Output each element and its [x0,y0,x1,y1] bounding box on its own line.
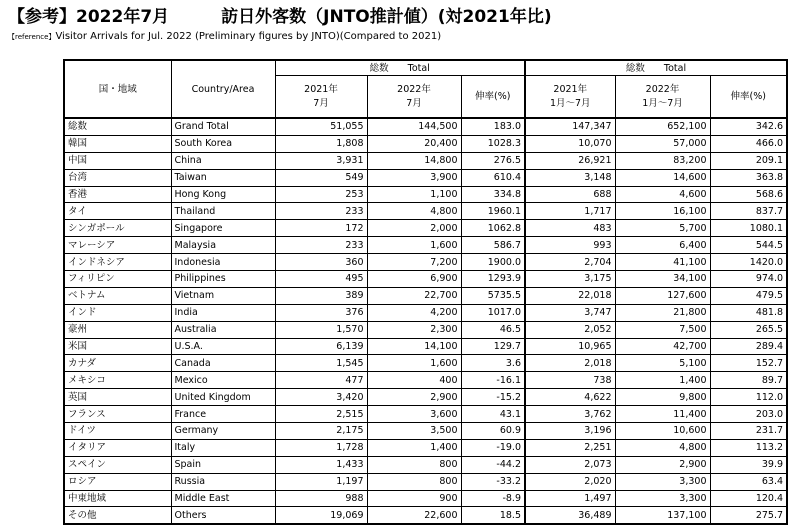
cell-2021-month: 3,420 [275,389,367,406]
table-row [64,271,787,288]
cell-growth-ytd: 152.7 [710,355,787,372]
cell-2021-ytd: 22,018 [525,287,615,304]
cell-2021-ytd: 10,965 [525,338,615,355]
cell-area-ja: フィリピン [64,271,171,288]
table-row [64,439,787,456]
cell-2022-ytd: 6,400 [615,237,710,254]
cell-2021-month: 1,197 [275,473,367,490]
cell-2021-month: 3,931 [275,152,367,169]
header-2021-ytd [525,76,615,119]
cell-area-en: Grand Total [171,118,275,135]
cell-2021-month: 233 [275,237,367,254]
cell-2022-ytd: 5,700 [615,220,710,237]
cell-2022-ytd: 14,600 [615,169,710,186]
table-row [64,423,787,440]
cell-2022-month: 800 [367,473,461,490]
cell-2021-month: 1,433 [275,456,367,473]
cell-2022-ytd: 127,600 [615,287,710,304]
cell-2021-ytd: 2,251 [525,439,615,456]
page-subtitle [8,30,441,44]
cell-growth-month: 18.5 [461,507,525,524]
cell-2022-ytd: 21,800 [615,304,710,321]
cell-area-ja: 中東地域 [64,490,171,507]
cell-growth-ytd: 544.5 [710,237,787,254]
cell-2022-ytd: 4,800 [615,439,710,456]
cell-2022-month: 2,300 [367,321,461,338]
cell-2022-month: 4,200 [367,304,461,321]
subtitle-text: Visitor Arrivals for Jul. 2022 (Preliminary figures by JNTO)(Compared to 2021) [55,31,442,42]
cell-2021-ytd: 3,196 [525,423,615,440]
cell-growth-month: -19.0 [461,439,525,456]
cell-2021-month: 1,728 [275,439,367,456]
cell-2022-month: 4,800 [367,203,461,220]
cell-2022-month: 144,500 [367,118,461,135]
cell-area-ja: ベトナム [64,287,171,304]
table-row [64,203,787,220]
cell-growth-month: -15.2 [461,389,525,406]
cell-area-ja: メキシコ [64,372,171,389]
cell-area-en: Singapore [171,220,275,237]
cell-growth-ytd: 363.8 [710,169,787,186]
cell-2021-ytd: 4,622 [525,389,615,406]
cell-area-en: Australia [171,321,275,338]
table-row [64,152,787,169]
header-2022-ytd [615,76,710,119]
cell-2022-ytd: 16,100 [615,203,710,220]
cell-area-en: Thailand [171,203,275,220]
header-2022-month-period: 7月 [406,97,422,109]
cell-area-en: Spain [171,456,275,473]
table-row [64,287,787,304]
cell-growth-month: 1960.1 [461,203,525,220]
cell-2021-ytd: 2,020 [525,473,615,490]
cell-2021-ytd: 2,052 [525,321,615,338]
cell-area-ja: 香港 [64,186,171,203]
header-2021-month-period: 7月 [313,97,329,109]
table-row [64,118,787,135]
cell-area-ja: フランス [64,406,171,423]
cell-growth-ytd: 568.6 [710,186,787,203]
title-prefix: 【参考】2022年7月 [8,7,170,27]
cell-area-ja: スペイン [64,456,171,473]
cell-2022-month: 900 [367,490,461,507]
cell-growth-ytd: 466.0 [710,135,787,152]
cell-area-en: Philippines [171,271,275,288]
cell-2021-ytd: 2,704 [525,254,615,271]
header-2021-month [275,76,367,119]
header-2021-month-year: 2021年 [304,83,338,95]
cell-growth-month: 1062.8 [461,220,525,237]
cell-2021-ytd: 2,073 [525,456,615,473]
cell-2022-month: 14,800 [367,152,461,169]
cell-area-en: U.S.A. [171,338,275,355]
cell-2022-ytd: 9,800 [615,389,710,406]
cell-growth-ytd: 342.6 [710,118,787,135]
cell-2022-month: 1,600 [367,237,461,254]
cell-2021-ytd: 147,347 [525,118,615,135]
cell-growth-month: 43.1 [461,406,525,423]
title-main: 訪日外客数（JNTO推計値）(対2021年比) [221,7,552,27]
cell-2022-month: 3,500 [367,423,461,440]
cell-growth-month: 46.5 [461,321,525,338]
cell-2021-month: 477 [275,372,367,389]
cell-2021-month: 172 [275,220,367,237]
header-growth-month: 伸率(%) [461,76,525,119]
cell-growth-month: 1900.0 [461,254,525,271]
cell-2021-month: 1,570 [275,321,367,338]
cell-2021-month: 253 [275,186,367,203]
cell-growth-ytd: 289.4 [710,338,787,355]
cell-2021-month: 1,808 [275,135,367,152]
cell-growth-ytd: 265.5 [710,321,787,338]
cell-2021-month: 1,545 [275,355,367,372]
cell-2022-ytd: 5,100 [615,355,710,372]
cell-growth-ytd: 974.0 [710,271,787,288]
cell-growth-month: -33.2 [461,473,525,490]
table-row [64,304,787,321]
cell-2022-month: 20,400 [367,135,461,152]
cell-2021-month: 495 [275,271,367,288]
cell-growth-ytd: 275.7 [710,507,787,524]
cell-growth-ytd: 1420.0 [710,254,787,271]
cell-growth-month: 1028.3 [461,135,525,152]
cell-2021-month: 389 [275,287,367,304]
cell-2022-month: 1,100 [367,186,461,203]
cell-area-en: Hong Kong [171,186,275,203]
cell-2022-month: 400 [367,372,461,389]
cell-area-ja: インドネシア [64,254,171,271]
cell-area-ja: 韓国 [64,135,171,152]
cell-2021-ytd: 3,762 [525,406,615,423]
cell-area-ja: マレーシア [64,237,171,254]
cell-2021-month: 360 [275,254,367,271]
cell-2022-ytd: 7,500 [615,321,710,338]
cell-2021-ytd: 3,175 [525,271,615,288]
cell-2022-month: 1,400 [367,439,461,456]
cell-growth-ytd: 209.1 [710,152,787,169]
cell-2022-ytd: 652,100 [615,118,710,135]
cell-area-ja: タイ [64,203,171,220]
cell-growth-month: -16.1 [461,372,525,389]
cell-area-ja: 英国 [64,389,171,406]
header-total-ytd: 総数 Total [525,60,787,76]
cell-2021-month: 988 [275,490,367,507]
cell-area-ja: 台湾 [64,169,171,186]
cell-area-en: Others [171,507,275,524]
header-growth-ytd: 伸率(%) [710,76,787,119]
cell-2022-month: 1,600 [367,355,461,372]
table-row [64,456,787,473]
cell-2022-ytd: 4,600 [615,186,710,203]
cell-area-ja: 米国 [64,338,171,355]
cell-growth-month: 1017.0 [461,304,525,321]
cell-area-ja: その他 [64,507,171,524]
cell-2021-month: 376 [275,304,367,321]
cell-2022-ytd: 1,400 [615,372,710,389]
cell-growth-month: 183.0 [461,118,525,135]
cell-growth-ytd: 63.4 [710,473,787,490]
cell-growth-month: 334.8 [461,186,525,203]
cell-2021-ytd: 3,747 [525,304,615,321]
header-area-en: Country/Area [171,60,275,118]
cell-growth-month: 276.5 [461,152,525,169]
cell-2021-ytd: 1,497 [525,490,615,507]
cell-area-en: United Kingdom [171,389,275,406]
page-title [8,6,552,28]
cell-2022-ytd: 83,200 [615,152,710,169]
table-row [64,237,787,254]
cell-2021-month: 19,069 [275,507,367,524]
visitor-arrivals-table [63,59,788,525]
table-row [64,220,787,237]
cell-2022-month: 22,700 [367,287,461,304]
cell-area-en: Russia [171,473,275,490]
cell-2022-month: 6,900 [367,271,461,288]
cell-2021-month: 51,055 [275,118,367,135]
cell-growth-ytd: 479.5 [710,287,787,304]
cell-2021-ytd: 2,018 [525,355,615,372]
table-row [64,355,787,372]
cell-area-en: Germany [171,423,275,440]
cell-2022-month: 3,900 [367,169,461,186]
cell-2021-ytd: 26,921 [525,152,615,169]
table-row [64,473,787,490]
cell-2022-month: 22,600 [367,507,461,524]
cell-area-en: Vietnam [171,287,275,304]
table-row [64,406,787,423]
cell-growth-ytd: 113.2 [710,439,787,456]
cell-growth-ytd: 112.0 [710,389,787,406]
cell-area-en: Canada [171,355,275,372]
cell-area-ja: カナダ [64,355,171,372]
cell-area-en: China [171,152,275,169]
cell-area-ja: シンガポール [64,220,171,237]
cell-growth-ytd: 120.4 [710,490,787,507]
cell-2021-ytd: 993 [525,237,615,254]
table-row [64,186,787,203]
cell-growth-month: 586.7 [461,237,525,254]
header-2022-ytd-year: 2022年 [645,83,680,95]
cell-2021-ytd: 3,148 [525,169,615,186]
cell-2022-ytd: 3,300 [615,490,710,507]
cell-area-en: Indonesia [171,254,275,271]
cell-2021-month: 233 [275,203,367,220]
cell-2021-ytd: 36,489 [525,507,615,524]
cell-growth-month: -8.9 [461,490,525,507]
cell-area-en: India [171,304,275,321]
cell-growth-ytd: 837.7 [710,203,787,220]
table-row [64,321,787,338]
cell-growth-ytd: 89.7 [710,372,787,389]
cell-area-en: Italy [171,439,275,456]
cell-2022-ytd: 3,300 [615,473,710,490]
cell-area-en: Middle East [171,490,275,507]
cell-2022-ytd: 57,000 [615,135,710,152]
cell-growth-month: 129.7 [461,338,525,355]
header-area-ja: 国・地域 [64,60,171,118]
table-row [64,135,787,152]
table-row [64,389,787,406]
cell-area-en: Mexico [171,372,275,389]
cell-2021-ytd: 483 [525,220,615,237]
cell-growth-ytd: 1080.1 [710,220,787,237]
cell-2021-ytd: 738 [525,372,615,389]
cell-2022-ytd: 10,600 [615,423,710,440]
cell-2022-ytd: 11,400 [615,406,710,423]
cell-2021-month: 2,515 [275,406,367,423]
table-row [64,507,787,524]
cell-2022-ytd: 137,100 [615,507,710,524]
table-row [64,490,787,507]
header-2021-ytd-year: 2021年 [553,83,588,95]
cell-area-ja: 総数 [64,118,171,135]
cell-area-en: France [171,406,275,423]
cell-growth-ytd: 231.7 [710,423,787,440]
cell-2022-month: 800 [367,456,461,473]
subtitle-tag: 【reference】 [8,33,56,41]
cell-2022-month: 2,900 [367,389,461,406]
cell-2021-month: 6,139 [275,338,367,355]
header-total-month: 総数 Total [275,60,525,76]
cell-2022-month: 2,000 [367,220,461,237]
cell-2021-ytd: 10,070 [525,135,615,152]
cell-2021-month: 2,175 [275,423,367,440]
cell-2022-month: 7,200 [367,254,461,271]
cell-2021-ytd: 688 [525,186,615,203]
cell-2021-month: 549 [275,169,367,186]
header-2022-month-year: 2022年 [397,83,431,95]
cell-2021-ytd: 1,717 [525,203,615,220]
cell-area-ja: イタリア [64,439,171,456]
cell-area-ja: インド [64,304,171,321]
cell-area-ja: ロシア [64,473,171,490]
cell-area-en: Malaysia [171,237,275,254]
cell-2022-month: 3,600 [367,406,461,423]
cell-area-en: South Korea [171,135,275,152]
cell-2022-ytd: 34,100 [615,271,710,288]
cell-growth-month: 1293.9 [461,271,525,288]
table-row [64,372,787,389]
table-row [64,338,787,355]
header-2022-month [367,76,461,119]
cell-2022-ytd: 41,100 [615,254,710,271]
header-2021-ytd-period: 1月～7月 [549,97,591,109]
cell-area-ja: ドイツ [64,423,171,440]
cell-growth-month: 60.9 [461,423,525,440]
cell-growth-ytd: 39.9 [710,456,787,473]
table-row [64,254,787,271]
cell-area-en: Taiwan [171,169,275,186]
header-2022-ytd-period: 1月～7月 [642,97,683,109]
cell-area-ja: 豪州 [64,321,171,338]
table-row [64,169,787,186]
cell-growth-month: 3.6 [461,355,525,372]
cell-2022-month: 14,100 [367,338,461,355]
cell-2022-ytd: 2,900 [615,456,710,473]
cell-growth-ytd: 481.8 [710,304,787,321]
cell-area-ja: 中国 [64,152,171,169]
cell-growth-month: 610.4 [461,169,525,186]
cell-growth-month: -44.2 [461,456,525,473]
table-body [64,118,787,524]
cell-growth-month: 5735.5 [461,287,525,304]
cell-growth-ytd: 203.0 [710,406,787,423]
cell-2022-ytd: 42,700 [615,338,710,355]
